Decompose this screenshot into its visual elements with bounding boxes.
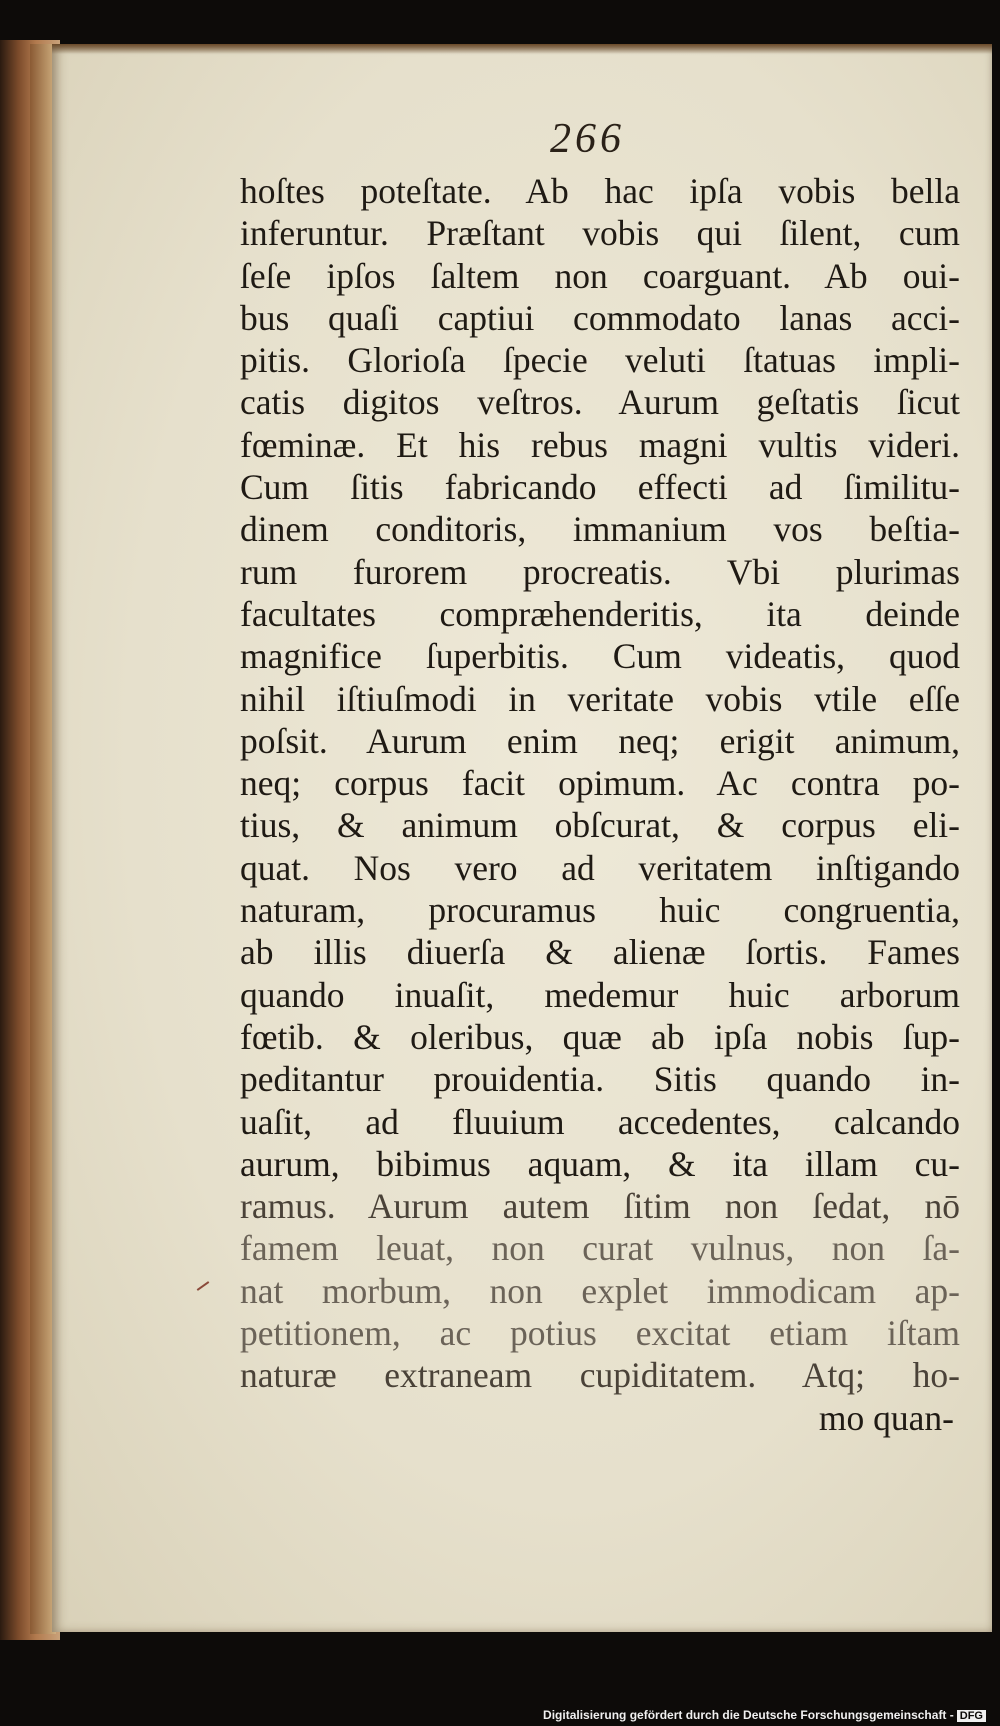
text-line: nihil iſtiuſmodi in veritate vobis vtile eſſe: [240, 678, 960, 719]
text-line: dinem conditoris, immanium vos beſtia-: [240, 509, 960, 550]
text-line: Cum ſitis fabricando effecti ad ſimilitu-: [240, 467, 960, 508]
page-text: [240, 170, 960, 1439]
catchword: mo quan-: [818, 1397, 954, 1438]
credit-text: Digitalisierung gefördert durch die Deutsche Forschungsgemeinschaft -: [543, 1708, 954, 1722]
text-line: aurum, bibimus aquam, & ita illam cu-: [240, 1143, 960, 1184]
text-line: rum furorem procreatis. Vbi plurimas: [240, 551, 960, 592]
text-line: magnifice ſuperbitis. Cum videatis, quod: [240, 636, 960, 677]
text-line: tius, & animum obſcurat, & corpus eli-: [240, 805, 960, 846]
text-line: famem leuat, non curat vulnus, non ſa-: [240, 1228, 960, 1269]
text-line: poſsit. Aurum enim neq; erigit animum,: [240, 720, 960, 761]
text-line: quando inuaſit, medemur huic arborum: [240, 974, 960, 1015]
text-line: catis digitos veſtros. Aurum geſtatis ſicut: [240, 382, 960, 423]
text-line: hoſtes poteſtate. Ab hac ipſa vobis bella: [240, 171, 960, 211]
page-number: 266: [550, 116, 625, 162]
text-line: nat morbum, non explet immodicam ap-: [240, 1270, 960, 1311]
dfg-logo: DFG: [957, 1710, 986, 1722]
text-line: naturam, procuramus huic congruentia,: [240, 890, 960, 931]
text-line: neq; corpus facit opimum. Ac contra po-: [240, 763, 960, 804]
text-line: facultates compræhenderitis, ita deinde: [240, 593, 960, 634]
text-line: fœminæ. Et his rebus magni vultis videri.: [240, 424, 960, 465]
text-line: fœtib. & oleribus, quæ ab ipſa nobis ſup-: [240, 1016, 960, 1057]
text-line: quat. Nos vero ad veritatem inſtigando: [240, 847, 960, 888]
text-line: ab illis diuerſa & alienæ ſortis. Fames: [240, 932, 960, 973]
text-line: petitionem, ac potius excitat etiam iſtam: [240, 1313, 960, 1354]
digitization-credit: [543, 1708, 986, 1722]
text-line: bus quaſi captiui commodato lanas acci-: [240, 297, 960, 338]
text-line: peditantur prouidentia. Sitis quando in-: [240, 1059, 960, 1100]
text-line: inferuntur. Præſtant vobis qui ſilent, cum: [240, 213, 960, 254]
text-line: uaſit, ad fluuium accedentes, calcando: [240, 1101, 960, 1142]
text-line: ramus. Aurum autem ſitim non ſedat, nō: [240, 1186, 960, 1227]
text-line: ſeſe ipſos ſaltem non coarguant. Ab oui-: [240, 255, 960, 296]
text-line: pitis. Glorioſa ſpecie veluti ſtatuas impli-: [240, 340, 960, 381]
text-line: naturæ extraneam cupiditatem. Atq; ho-: [240, 1355, 960, 1396]
